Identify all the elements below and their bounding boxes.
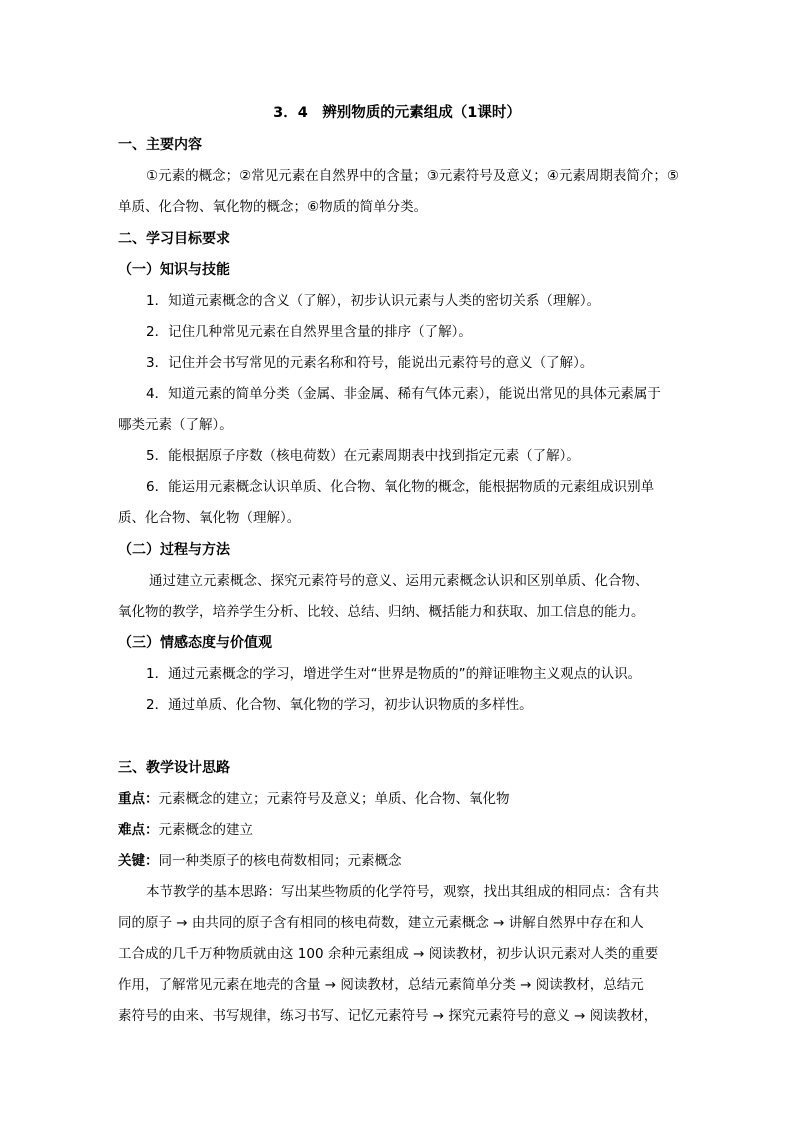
goal-item-1: 1．知道元素概念的含义（了解），初步认识元素与人类的密切关系（理解）。: [146, 293, 601, 309]
section-heading-main-content: 一、主要内容: [118, 137, 202, 153]
key-point-label: 重点：: [118, 791, 159, 807]
goal-item-5: 5．能根据原子序数（核电荷数）在元素周期表中找到指定元素（了解）。: [146, 448, 580, 464]
values-item-1: 1．通过元素概念的学习，增进学生对“世界是物质的”的辩证唯物主义观点的认识。: [146, 666, 642, 682]
goal-item-6-line-1: 6．能运用元素概念认识单质、化合物、氧化物的概念，能根据物质的元素组成识别单: [146, 479, 655, 495]
key-point-text: 元素概念的建立；元素符号及意义；单质、化合物、氧化物: [158, 791, 510, 807]
section-heading-learning-goals: 二、学习目标要求: [118, 231, 230, 247]
crux-point-text: 同一种类原子的核电荷数相同；元素概念: [158, 853, 402, 869]
teaching-idea-line-3: 工合成的几千万种物质就由这 100 余种元素组成 → 阅读教材，初步认识元素对人类的重要: [118, 946, 659, 962]
main-content-line-2: 单质、化合物、氧化物的概念；⑥物质的简单分类。: [118, 199, 428, 215]
teaching-idea-line-2: 同的原子 → 由共同的原子含有相同的核电荷数，建立元素概念 → 讲解自然界中存在和人: [118, 915, 644, 931]
section-heading-design-ideas: 三、教学设计思路: [118, 760, 230, 776]
subheading-process-methods: （二）过程与方法: [118, 542, 230, 558]
goal-item-6-line-2: 质、化合物、氧化物（理解）。: [118, 510, 301, 526]
main-content-line-1: ①元素的概念；②常见元素在自然界中的含量；③元素符号及意义；④元素周期表简介；⑤: [146, 168, 680, 184]
crux-point-label: 关键：: [118, 853, 159, 869]
values-item-2: 2．通过单质、化合物、氧化物的学习，初步认识物质的多样性。: [146, 697, 533, 713]
difficult-point-line: [118, 820, 253, 840]
document-title: 3．4 辨别物质的元素组成（1课时）: [273, 105, 521, 121]
goal-item-3: 3．记住并会书写常见的元素名称和符号，能说出元素符号的意义（了解）。: [146, 355, 594, 371]
key-point-line: [118, 789, 510, 809]
difficult-point-text: 元素概念的建立: [158, 822, 253, 838]
methods-line-1: 通过建立元素概念、探究元素符号的意义、运用元素概念认识和区别单质、化合物、: [149, 573, 649, 589]
teaching-idea-line-4: 作用，了解常见元素在地壳的含量 → 阅读教材，总结元素简单分类 → 阅读教材，总结元: [118, 977, 644, 993]
subheading-knowledge-skills: （一）知识与技能: [118, 262, 230, 278]
teaching-idea-line-1: 本节教学的基本思路：写出某些物质的化学符号，观察，找出其组成的相同点：含有共: [146, 884, 659, 900]
difficult-point-label: 难点：: [118, 822, 159, 838]
subheading-attitudes-values: （三）情感态度与价值观: [118, 635, 272, 651]
goal-item-4-line-2: 哪类元素（了解）。: [118, 417, 233, 433]
goal-item-2: 2．记住几种常见元素在自然界里含量的排序（了解）。: [146, 324, 472, 340]
methods-line-2: 氧化物的教学，培养学生分析、比较、总结、归纳、概括能力和获取、加工信息的能力。: [118, 604, 645, 620]
goal-item-4-line-1: 4．知道元素的简单分类（金属、非金属、稀有气体元素），能说出常见的具体元素属于: [146, 386, 661, 402]
crux-point-line: [118, 851, 402, 871]
teaching-idea-line-5: 素符号的由来、书写规律，练习书写、记忆元素符号 → 探究元素符号的意义 → 阅读教材，: [118, 1008, 658, 1024]
